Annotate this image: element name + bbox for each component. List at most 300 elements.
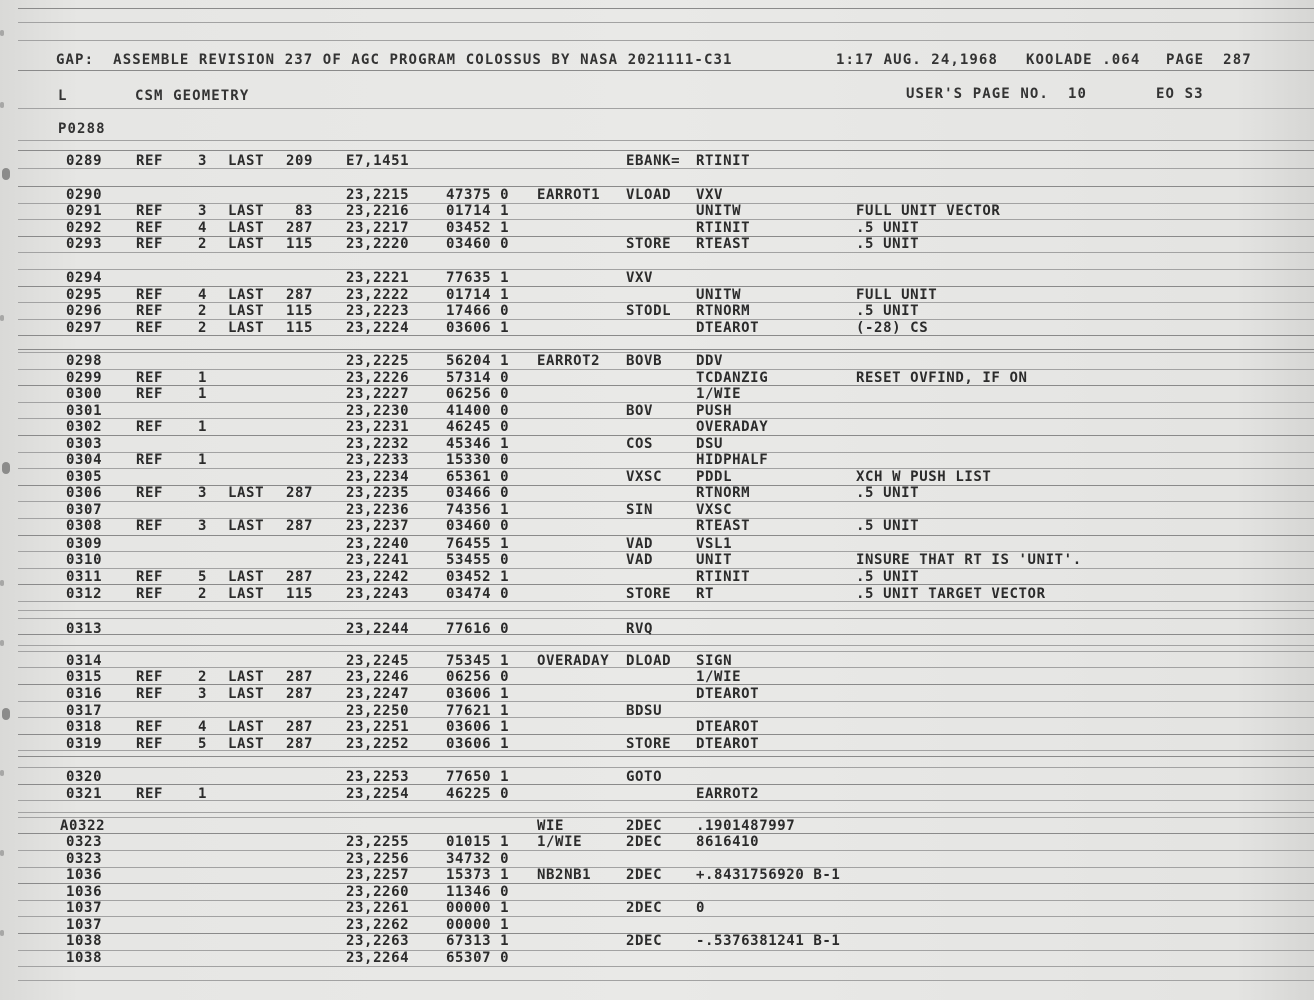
ruled-line [18,335,1314,336]
line-number: 0317 [66,703,103,719]
memory-address: 23,2241 [346,552,410,568]
page-number: PAGE 287 [1166,52,1252,68]
last-page: 115 [286,236,314,252]
opcode: BDSU [626,703,663,719]
octal-word: 67313 1 [446,933,510,949]
memory-address: 23,2221 [346,270,410,286]
ref-label: REF [136,236,164,252]
memory-address: 23,2252 [346,736,410,752]
comment: INSURE THAT RT IS 'UNIT'. [856,552,1082,568]
ref-label: REF [136,419,164,435]
ruled-line [18,651,1314,652]
operand: UNITW [696,287,742,303]
ref-count: 2 [198,303,208,319]
koolade-version: KOOLADE .064 [1026,52,1141,68]
ruled-line [18,22,1314,23]
operand: UNIT [696,552,733,568]
ruled-line [18,286,1314,287]
ref-count: 2 [198,669,208,685]
last-label: LAST [228,719,265,735]
octal-word: 03606 1 [446,686,510,702]
line-number: 0315 [66,669,103,685]
ruled-line [18,610,1314,611]
line-number: 0297 [66,320,103,336]
operand: VSL1 [696,536,733,552]
line-number: 0314 [66,653,103,669]
comment: .5 UNIT [856,485,920,501]
opcode: STODL [626,303,672,319]
octal-word: 03606 1 [446,719,510,735]
memory-address: 23,2253 [346,769,410,785]
ruled-line [18,203,1314,204]
last-label: LAST [228,320,265,336]
memory-address: 23,2226 [346,370,410,386]
ref-label: REF [136,303,164,319]
opcode: SIN [626,502,654,518]
opcode: 2DEC [626,834,663,850]
memory-address: 23,2231 [346,419,410,435]
ruled-line [18,966,1314,967]
last-label: LAST [228,203,265,219]
operand: RT [696,586,715,602]
memory-address: 23,2255 [346,834,410,850]
last-page: 287 [286,736,314,752]
ref-count: 2 [198,236,208,252]
octal-word: 47375 0 [446,187,510,203]
ruled-line [18,535,1314,536]
memory-address: 23,2264 [346,950,410,966]
memory-address: 23,2233 [346,452,410,468]
memory-address: 23,2240 [346,536,410,552]
octal-word: 11346 0 [446,884,510,900]
operand: DTEAROT [696,719,760,735]
ruled-line [18,70,1314,71]
operand: TCDANZIG [696,370,769,386]
octal-word: 77621 1 [446,703,510,719]
memory-address: 23,2236 [346,502,410,518]
ruled-line [18,485,1314,486]
comment: .5 UNIT TARGET VECTOR [856,586,1046,602]
last-page: 287 [286,686,314,702]
comment: .5 UNIT [856,220,920,236]
ref-label: REF [136,386,164,402]
line-number: 0293 [66,236,103,252]
ruled-line [18,501,1314,502]
last-label: LAST [228,153,265,169]
memory-address: 23,2237 [346,518,410,534]
ref-count: 3 [198,203,208,219]
opcode: VXV [626,270,654,286]
line-number: 0319 [66,736,103,752]
octal-word: 77635 1 [446,270,510,286]
memory-address: 23,2224 [346,320,410,336]
line-number: 0299 [66,370,103,386]
octal-word: 00000 1 [446,917,510,933]
octal-word: 76455 1 [446,536,510,552]
ruled-line [18,252,1314,253]
ref-count: 4 [198,220,208,236]
line-number: 0303 [66,436,103,452]
comment: FULL UNIT [856,287,938,303]
line-number: 0306 [66,485,103,501]
opcode: VAD [626,536,654,552]
ruled-line [18,452,1314,453]
memory-address: 23,2235 [346,485,410,501]
ruled-line [18,518,1314,519]
memory-address: 23,2220 [346,236,410,252]
ruled-line [18,916,1314,917]
ref-count: 1 [198,419,208,435]
ref-count: 1 [198,370,208,386]
line-number: 0295 [66,287,103,303]
ref-count: 4 [198,287,208,303]
octal-word: 41400 0 [446,403,510,419]
memory-address: E7,1451 [346,153,410,169]
line-number: 0302 [66,419,103,435]
octal-word: 53455 0 [446,552,510,568]
last-label: LAST [228,303,265,319]
ref-count: 4 [198,719,208,735]
line-number: 0305 [66,469,103,485]
last-page: 287 [286,220,314,236]
operand: RTNORM [696,485,751,501]
location-tag: WIE [537,818,565,834]
octal-word: 03452 1 [446,220,510,236]
octal-word: 45346 1 [446,436,510,452]
ref-label: REF [136,153,164,169]
octal-word: 01714 1 [446,203,510,219]
operand: DSU [696,436,724,452]
assembly-timestamp: 1:17 AUG. 24,1968 [836,52,998,68]
operand: RTINIT [696,569,751,585]
octal-word: 15330 0 [446,452,510,468]
line-number: 0318 [66,719,103,735]
ruled-line [18,108,1314,109]
ref-label: REF [136,452,164,468]
opcode: COS [626,436,654,452]
line-number: 0289 [66,153,103,169]
last-page: 115 [286,303,314,319]
last-page: 115 [286,586,314,602]
memory-address: 23,2223 [346,303,410,319]
operand: RTNORM [696,303,751,319]
last-page: 287 [286,287,314,303]
memory-address: 23,2216 [346,203,410,219]
opcode: VXSC [626,469,663,485]
ruled-line [18,701,1314,702]
memory-address: 23,2261 [346,900,410,916]
opcode: BOV [626,403,654,419]
octal-word: 06256 0 [446,669,510,685]
line-number: 0313 [66,621,103,637]
ref-count: 5 [198,569,208,585]
octal-word: 03460 0 [446,236,510,252]
ref-count: 5 [198,736,208,752]
memory-address: 23,2250 [346,703,410,719]
octal-word: 46225 0 [446,786,510,802]
line-number: 1038 [66,950,103,966]
memory-address: 23,2254 [346,786,410,802]
memory-address: 23,2225 [346,353,410,369]
operand: DTEAROT [696,736,760,752]
ruled-line [18,717,1314,718]
octal-word: 06256 0 [446,386,510,402]
last-label: LAST [228,736,265,752]
ref-label: REF [136,669,164,685]
ruled-line [18,833,1314,834]
comment: XCH W PUSH LIST [856,469,992,485]
ref-label: REF [136,586,164,602]
ref-label: REF [136,485,164,501]
opcode: BOVB [626,353,663,369]
last-page: 287 [286,719,314,735]
operand: 1/WIE [696,386,742,402]
operand: EARROT2 [696,786,760,802]
line-number: 0296 [66,303,103,319]
octal-word: 01015 1 [446,834,510,850]
comment: .5 UNIT [856,303,920,319]
line-number: 0290 [66,187,103,203]
ruled-line [18,584,1314,585]
last-page: 287 [286,669,314,685]
octal-word: 00000 1 [446,900,510,916]
ruled-line [18,219,1314,220]
line-number: 0320 [66,769,103,785]
opcode: 2DEC [626,900,663,916]
memory-address: 23,2263 [346,933,410,949]
memory-address: 23,2227 [346,386,410,402]
operand: 1/WIE [696,669,742,685]
line-number: 0298 [66,353,103,369]
operand: -.5376381241 B-1 [696,933,841,949]
line-number: 0321 [66,786,103,802]
octal-word: 75345 1 [446,653,510,669]
operand: 0 [696,900,706,916]
ruled-line [18,319,1314,320]
last-page: 115 [286,320,314,336]
log-section-title: CSM GEOMETRY [135,88,250,104]
operand: DDV [696,353,724,369]
last-label: LAST [228,518,265,534]
octal-word: 57314 0 [446,370,510,386]
location-tag: EARROT1 [537,187,601,203]
octal-word: 03466 0 [446,485,510,501]
octal-word: 77616 0 [446,621,510,637]
ruled-line [18,784,1314,785]
line-number: 0304 [66,452,103,468]
ruled-line [18,645,1314,646]
operand: VXSC [696,502,733,518]
ruled-line [18,435,1314,436]
comment: FULL UNIT VECTOR [856,203,1001,219]
operand: HIDPHALF [696,452,769,468]
memory-address: 23,2222 [346,287,410,303]
comment: RESET OVFIND, IF ON [856,370,1028,386]
ref-label: REF [136,220,164,236]
operand: DTEAROT [696,686,760,702]
ref-label: REF [136,686,164,702]
comment: .5 UNIT [856,518,920,534]
octal-word: 17466 0 [446,303,510,319]
log-section-marker: L [58,88,68,104]
ref-count: 3 [198,153,208,169]
operand: +.8431756920 B-1 [696,867,841,883]
octal-word: 65361 0 [446,469,510,485]
line-number: 0323 [66,851,103,867]
operand: RTINIT [696,153,751,169]
last-page: 287 [286,485,314,501]
ruled-line [18,980,1314,981]
ruled-line [18,756,1314,757]
ruled-line [18,800,1314,801]
opcode: 2DEC [626,818,663,834]
ref-label: REF [136,719,164,735]
octal-word: 03452 1 [446,569,510,585]
last-label: LAST [228,586,265,602]
ref-count: 3 [198,485,208,501]
memory-address: 23,2232 [346,436,410,452]
opcode: RVQ [626,621,654,637]
octal-word: 65307 0 [446,950,510,966]
octal-word: 34732 0 [446,851,510,867]
ruled-line [18,900,1314,901]
operand: RTEAST [696,236,751,252]
line-number: 0308 [66,518,103,534]
line-number: A0322 [60,818,106,834]
line-number: 0294 [66,270,103,286]
opcode: DLOAD [626,653,672,669]
opcode: VLOAD [626,187,672,203]
line-number: 0301 [66,403,103,419]
operand: .1901487997 [696,818,796,834]
memory-address: 23,2262 [346,917,410,933]
location-tag: OVERADAY [537,653,610,669]
last-label: LAST [228,220,265,236]
line-number: 0292 [66,220,103,236]
line-number: 0312 [66,586,103,602]
opcode: EBANK= [626,153,681,169]
operand: PUSH [696,403,733,419]
memory-address: 23,2215 [346,187,410,203]
memory-address: 23,2217 [346,220,410,236]
operand: 8616410 [696,834,760,850]
operand: VXV [696,187,724,203]
octal-word: 03606 1 [446,320,510,336]
ref-count: 3 [198,686,208,702]
memory-address: 23,2246 [346,669,410,685]
ref-label: REF [136,786,164,802]
ref-count: 1 [198,386,208,402]
ref-label: REF [136,287,164,303]
ref-count: 1 [198,452,208,468]
memory-address: 23,2243 [346,586,410,602]
memory-address: 23,2256 [346,851,410,867]
memory-address: 23,2247 [346,686,410,702]
opcode: VAD [626,552,654,568]
location-tag: 1/WIE [537,834,583,850]
last-page: 83 [295,203,314,219]
opcode: STORE [626,236,672,252]
line-number: 0310 [66,552,103,568]
ref-count: 2 [198,586,208,602]
memory-address: 23,2230 [346,403,410,419]
operand: OVERADAY [696,419,769,435]
last-label: LAST [228,569,265,585]
last-page: 287 [286,518,314,534]
last-page: 287 [286,569,314,585]
ruled-line [18,817,1314,818]
line-number: 1037 [66,900,103,916]
users-page-number: USER'S PAGE NO. 10 [906,86,1088,102]
location-tag: NB2NB1 [537,867,592,883]
ruled-line [18,402,1314,403]
ruled-line [18,150,1314,151]
line-number: 0307 [66,502,103,518]
ruled-line [18,551,1314,552]
last-page: 209 [286,153,314,169]
ruled-line [18,867,1314,868]
memory-address: 23,2260 [346,884,410,900]
octal-word: 03460 0 [446,518,510,534]
ruled-line [18,734,1314,735]
line-number: 0300 [66,386,103,402]
operand: RTEAST [696,518,751,534]
opcode: STORE [626,736,672,752]
memory-address: 23,2244 [346,621,410,637]
last-label: LAST [228,485,265,501]
ref-label: REF [136,320,164,336]
ref-count: 2 [198,320,208,336]
line-number: 0323 [66,834,103,850]
line-number: 0291 [66,203,103,219]
ref-count: 3 [198,518,208,534]
ruled-line [18,8,1314,9]
memory-address: 23,2234 [346,469,410,485]
line-number: 0316 [66,686,103,702]
operand: UNITW [696,203,742,219]
opcode: STORE [626,586,672,602]
assembly-title: GAP: ASSEMBLE REVISION 237 OF AGC PROGRAM COLOSSUS BY NASA 2021111-C31 [56,52,733,68]
ref-label: REF [136,736,164,752]
ruled-line [18,850,1314,851]
ruled-line [18,634,1314,635]
ref-count: 1 [198,786,208,802]
page-marker: P0288 [58,121,106,137]
ruled-line [18,269,1314,270]
tractor-feed-holes [0,0,14,1000]
ruled-line [18,568,1314,569]
ruled-line [18,950,1314,951]
ruled-line [18,883,1314,884]
octal-word: 74356 1 [446,502,510,518]
line-number: 0309 [66,536,103,552]
ruled-line [18,40,1314,41]
octal-word: 46245 0 [446,419,510,435]
line-number: 0311 [66,569,103,585]
ref-label: REF [136,518,164,534]
memory-address: 23,2245 [346,653,410,669]
eo-code: EO S3 [1156,86,1204,102]
ruled-line [18,933,1314,934]
ruled-line [18,352,1314,353]
operand: RTINIT [696,220,751,236]
last-label: LAST [228,236,265,252]
line-number: 1036 [66,867,103,883]
ruled-line [18,468,1314,469]
operand: SIGN [696,653,733,669]
comment: .5 UNIT [856,236,920,252]
ruled-line [18,349,1314,350]
